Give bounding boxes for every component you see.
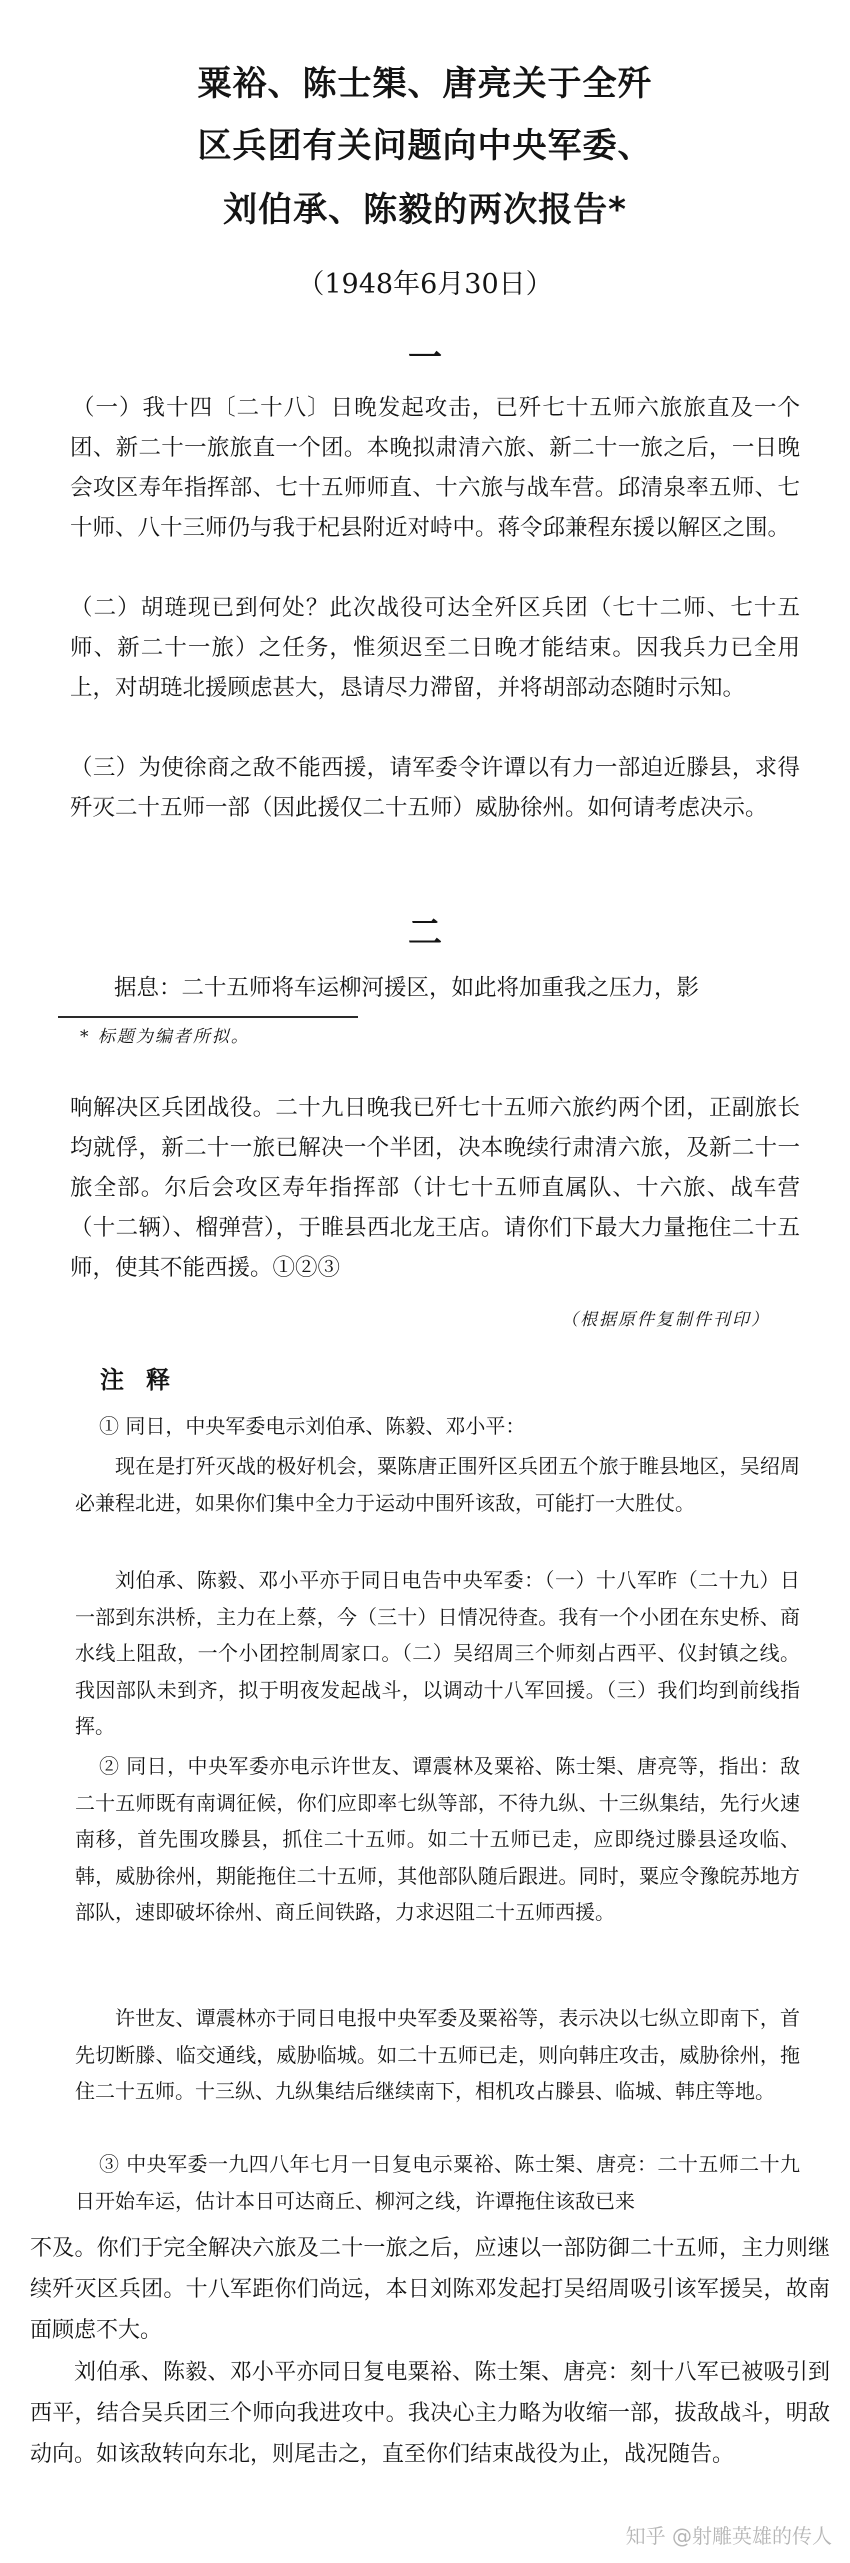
note-item-5: 许世友、谭震林亦于同日电报中央军委及粟裕等，表示决以七纵立即南下，首先切断滕、临交通线，威胁临城。如二十五师已走，则向韩庄攻击，威胁徐州，拖住二十五师。十三纵、九纵集结后继续南下，相机攻占滕县、临城、韩庄等地。 xyxy=(75,2006,800,2103)
section-one-paragraph-1: （一）我十四〔二十八〕日晚发起攻击，已歼七十五师六旅旅直及一个团、新二十一旅旅直一个团。本晚拟肃清六旅、新二十一旅之后，一日晚会攻区寿年指挥部、七十五师师直、十六旅与战车营。邱清泉率五师、七十师、八十三师仍与我于杞县附近对峙中。蒋令邱兼程东援以解区之围。 xyxy=(70,395,800,541)
note-item-3: 刘伯承、陈毅、邓小平亦于同日电告中央军委：（一）十八军昨（二十九）日一部到东洪桥，主力在上蔡，今（三十）日情况待查。我有一个小团在东史桥、商水线上阻敌，一个小团控制周家口。（二）吴绍周三个师刻占西平、仪封镇之线。我因部队未到齐，拟于明夜发起战斗，以调动十八军回援。（三）我们均到前线指挥。 xyxy=(75,1568,800,1738)
section-one-paragraph-3: （三）为使徐商之敌不能西援，请军委令许谭以有力一部迫近滕县，求得歼灭二十五师一部（因此援仅二十五师）威胁徐州。如何请考虑决示。 xyxy=(70,755,800,821)
title-line-2: 区兵团有关问题向中央军委、 xyxy=(197,126,653,166)
tail-paragraph-1: 不及。你们于完全解决六旅及二十一旅之后，应速以一部防御二十五师，主力则继续歼灭区兵团。十八军距你们尚远，本日刘陈邓发起打吴绍周吸引该军援吴，故南面顾虑不大。 xyxy=(30,2236,830,2343)
document-date: （1948年6月30日） xyxy=(297,269,553,300)
note-item-6: ③ 中央军委一九四八年七月一日复电示粟裕、陈士榘、唐亮：二十五师二十九日开始车运，估计本日可达商丘、柳河之线，许谭拖住该敌已来 xyxy=(75,2152,800,2213)
zhihu-watermark: 知乎 @射雕英雄的传人 xyxy=(625,2524,832,2548)
editor-footnote: * 标题为编者所拟。 xyxy=(80,1027,250,1047)
notes-heading: 注释 xyxy=(100,1366,192,1394)
title-line-3: 刘伯承、陈毅的两次报告* xyxy=(223,190,627,230)
section-two-paragraph-continued: 响解决区兵团战役。二十九日晚我已歼七十五师六旅约两个团，正副旅长均就俘，新二十一旅已解决一个半团，决本晚续行肃清六旅，及新二十一旅全部。尔后会攻区寿年指挥部（计七十五师直属队、十六旅、战车营（十二辆）、榴弹营），于睢县西北龙王店。请你们下最大力量拖住二十五师，使其不能西援。①②③ xyxy=(70,1095,800,1281)
note-item-4: ② 同日，中央军委亦电示许世友、谭震林及粟裕、陈士榘、唐亮等，指出：敌二十五师既有南调征候，你们应即率七纵等部，不待九纵、十三纵集结，先行火速南移，首先围攻滕县，抓住二十五师。如二十五师已走，应即绕过滕县迳攻临、韩，威胁徐州，期能拖住二十五师，其他部队随后跟进。同时，粟应令豫皖苏地方部队，速即破坏徐州、商丘间铁路，力求迟阻二十五师西援。 xyxy=(75,1754,800,1924)
title-line-1: 粟裕、陈士榘、唐亮关于全歼 xyxy=(197,64,653,104)
section-one-paragraph-2: （二）胡琏现已到何处？此次战役可达全歼区兵团（七十二师、七十五师、新二十一旅）之任务，惟须迟至二日晚才能结束。因我兵力已全用上，对胡琏北援顾虑甚大，恳请尽力滞留，并将胡部动态随时示知。 xyxy=(70,595,800,701)
note-item-1: ① 同日，中央军委电示刘伯承、陈毅、邓小平： xyxy=(99,1414,526,1438)
section-two-mark: 二 xyxy=(408,913,442,953)
section-one-mark: 一 xyxy=(408,338,442,378)
footnote-divider xyxy=(58,1016,358,1018)
section-two-paragraph-start: 据息：二十五师将车运柳河援区，如此将加重我之压力，影 xyxy=(114,975,700,1001)
note-item-2: 现在是打歼灭战的极好机会，粟陈唐正围歼区兵团五个旅于睢县地区，吴绍周必兼程北进，如果你们集中全力于运动中围歼该敌，可能打一大胜仗。 xyxy=(75,1454,800,1515)
tail-paragraph-2: 刘伯承、陈毅、邓小平亦同日复电粟裕、陈士榘、唐亮：刻十八军已被吸引到西平，结合吴兵团三个师向我进攻中。我决心主力略为收缩一部，拔敌战斗，明敌动向。如该敌转向东北，则尾击之，直至你们结束战役为止，战况随告。 xyxy=(30,2360,830,2467)
source-note: （根据原件复制件刊印） xyxy=(561,1310,770,1330)
